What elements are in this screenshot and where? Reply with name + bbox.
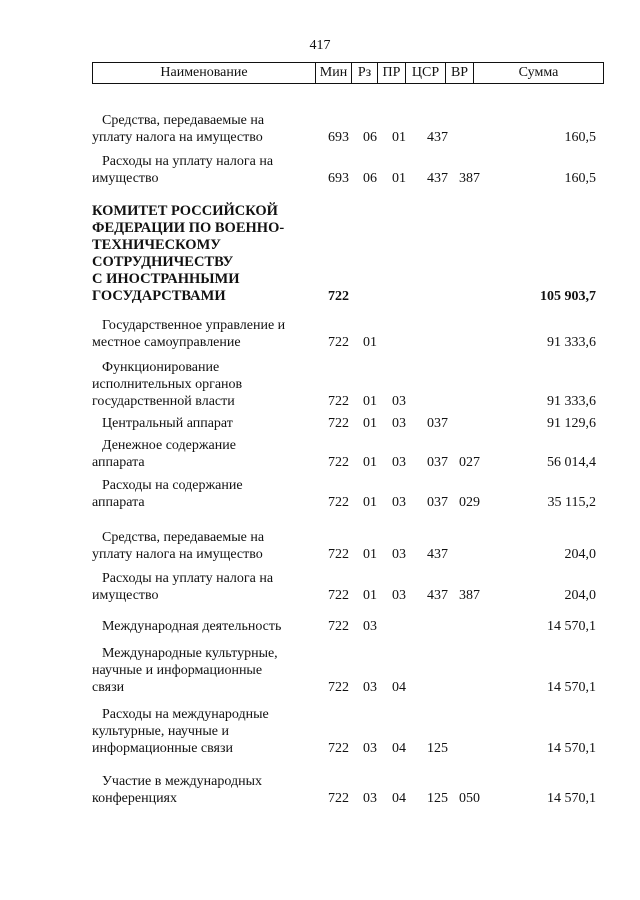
table-row [0,437,640,471]
row-name [92,317,310,351]
cell-sum: 91 333,6 [547,335,596,350]
cell-pr: 03 [392,495,406,510]
cell-pr: 04 [392,741,406,756]
row-name-line: аппарата [92,455,145,470]
header-vr: ВР [445,63,473,83]
cell-pr: 04 [392,791,406,806]
row-name [92,570,310,604]
cell-min: 722 [328,416,349,431]
row-name-line: исполнительных органов [92,377,243,392]
cell-rz: 01 [363,455,377,470]
row-name-line: конференциях [92,791,177,806]
cell-csr: 437 [427,130,448,145]
cell-csr: 037 [427,416,448,431]
row-name-line: Государственное управление и [102,318,286,333]
row-name-line: имущество [92,171,159,186]
cell-sum: 14 570,1 [547,741,596,756]
row-name-line: государственной власти [92,394,235,409]
page-number: 417 [309,38,331,53]
cell-sum: 160,5 [564,171,596,186]
row-name-line: Международные культурные, [102,646,278,661]
cell-rz: 01 [363,495,377,510]
cell-rz: 03 [363,680,377,695]
cell-sum: 204,0 [564,547,596,562]
cell-min: 722 [328,455,349,470]
cell-pr: 03 [392,588,406,603]
cell-sum: 56 014,4 [547,455,596,470]
table-row [0,618,640,635]
cell-sum: 91 129,6 [547,416,596,431]
row-name-line: Расходы на уплату налога на [102,154,274,169]
row-name-line: уплату налога на имущество [92,547,263,562]
header-min: Мин [315,63,351,83]
row-name-line: Расходы на международные [102,707,269,722]
header-pr: ПР [377,63,405,83]
cell-rz: 06 [363,130,377,145]
cell-sum: 91 333,6 [547,394,596,409]
row-name-line: ТЕХНИЧЕСКОМУ [92,237,221,253]
cell-min: 722 [328,547,349,562]
cell-pr: 03 [392,547,406,562]
row-name [92,203,310,305]
table-row [0,415,640,432]
row-name [92,153,310,187]
row-name-line: местное самоуправление [92,335,241,350]
table-row [0,477,640,511]
cell-pr: 03 [392,416,406,431]
row-name [92,437,310,471]
cell-vr: 027 [459,455,480,470]
cell-csr: 437 [427,547,448,562]
row-name-line: связи [92,680,125,695]
row-name-line: уплату налога на имущество [92,130,263,145]
cell-rz: 01 [363,335,377,350]
header-name: Наименование [160,65,248,80]
cell-rz: 01 [363,547,377,562]
cell-rz: 03 [363,741,377,756]
cell-csr: 125 [427,791,448,806]
table-row [0,359,640,410]
cell-sum: 14 570,1 [547,680,596,695]
table-row [0,570,640,604]
cell-csr: 437 [427,171,448,186]
row-name-line: С ИНОСТРАННЫМИ [92,271,240,287]
row-name [92,618,310,635]
row-name-line: ГОСУДАРСТВАМИ [92,288,226,304]
cell-pr: 01 [392,130,406,145]
cell-rz: 03 [363,619,377,634]
row-name [92,645,310,696]
header-sum: Сумма [473,63,603,83]
table-row [0,317,640,351]
table-row [0,706,640,757]
table-row [0,153,640,187]
cell-sum: 160,5 [564,130,596,145]
row-name-line: Функционирование [102,360,220,375]
cell-min: 722 [328,588,349,603]
cell-pr: 01 [392,171,406,186]
cell-sum: 14 570,1 [547,791,596,806]
cell-vr: 029 [459,495,480,510]
row-name-line: имущество [92,588,159,603]
cell-min: 722 [328,791,349,806]
row-name-line: Участие в международных [102,774,263,789]
cell-min: 722 [328,741,349,756]
cell-min: 722 [328,619,349,634]
row-name-line: информационные связи [92,741,234,756]
row-name-line: Расходы на уплату налога на [102,571,274,586]
row-name-line: Средства, передаваемые на [102,113,265,128]
row-name [92,529,310,563]
row-name [92,477,310,511]
table-row [0,645,640,696]
cell-rz: 01 [363,394,377,409]
cell-min: 693 [328,171,349,186]
cell-csr: 125 [427,741,448,756]
table-row [0,773,640,807]
cell-min: 722 [328,289,349,304]
row-name-line: научные и информационные [92,663,263,678]
row-name [92,112,310,146]
cell-vr: 050 [459,791,480,806]
cell-rz: 03 [363,791,377,806]
row-name-line: КОМИТЕТ РОССИЙСКОЙ [92,203,278,219]
row-name-line: аппарата [92,495,145,510]
row-name-line: Международная деятельность [102,619,282,634]
cell-min: 722 [328,394,349,409]
row-name-line: Центральный аппарат [102,416,233,431]
cell-pr: 03 [392,455,406,470]
row-name [92,773,310,807]
row-name-line: культурные, научные и [92,724,230,739]
header-rz: Рз [351,63,377,83]
cell-min: 693 [328,130,349,145]
cell-rz: 01 [363,416,377,431]
table-row [0,203,640,305]
header-csr: ЦСР [405,63,445,83]
cell-csr: 037 [427,455,448,470]
cell-sum: 204,0 [564,588,596,603]
cell-sum: 35 115,2 [547,495,596,510]
cell-csr: 037 [427,495,448,510]
cell-min: 722 [328,495,349,510]
cell-vr: 387 [459,171,480,186]
row-name-line: ФЕДЕРАЦИИ ПО ВОЕННО- [92,220,285,236]
cell-min: 722 [328,680,349,695]
row-name-line: СОТРУДНИЧЕСТВУ [92,254,234,270]
cell-sum: 105 903,7 [540,289,596,304]
cell-rz: 06 [363,171,377,186]
cell-min: 722 [328,335,349,350]
cell-pr: 03 [392,394,406,409]
row-name-line: Денежное содержание [102,438,236,453]
cell-pr: 04 [392,680,406,695]
row-name-line: Средства, передаваемые на [102,530,265,545]
cell-vr: 387 [459,588,480,603]
row-name [92,706,310,757]
cell-sum: 14 570,1 [547,619,596,634]
row-name [92,359,310,410]
cell-csr: 437 [427,588,448,603]
cell-rz: 01 [363,588,377,603]
table-row [0,529,640,563]
row-name-line: Расходы на содержание [102,478,243,493]
table-header [92,62,604,84]
table-row [0,112,640,146]
row-name [92,415,310,432]
